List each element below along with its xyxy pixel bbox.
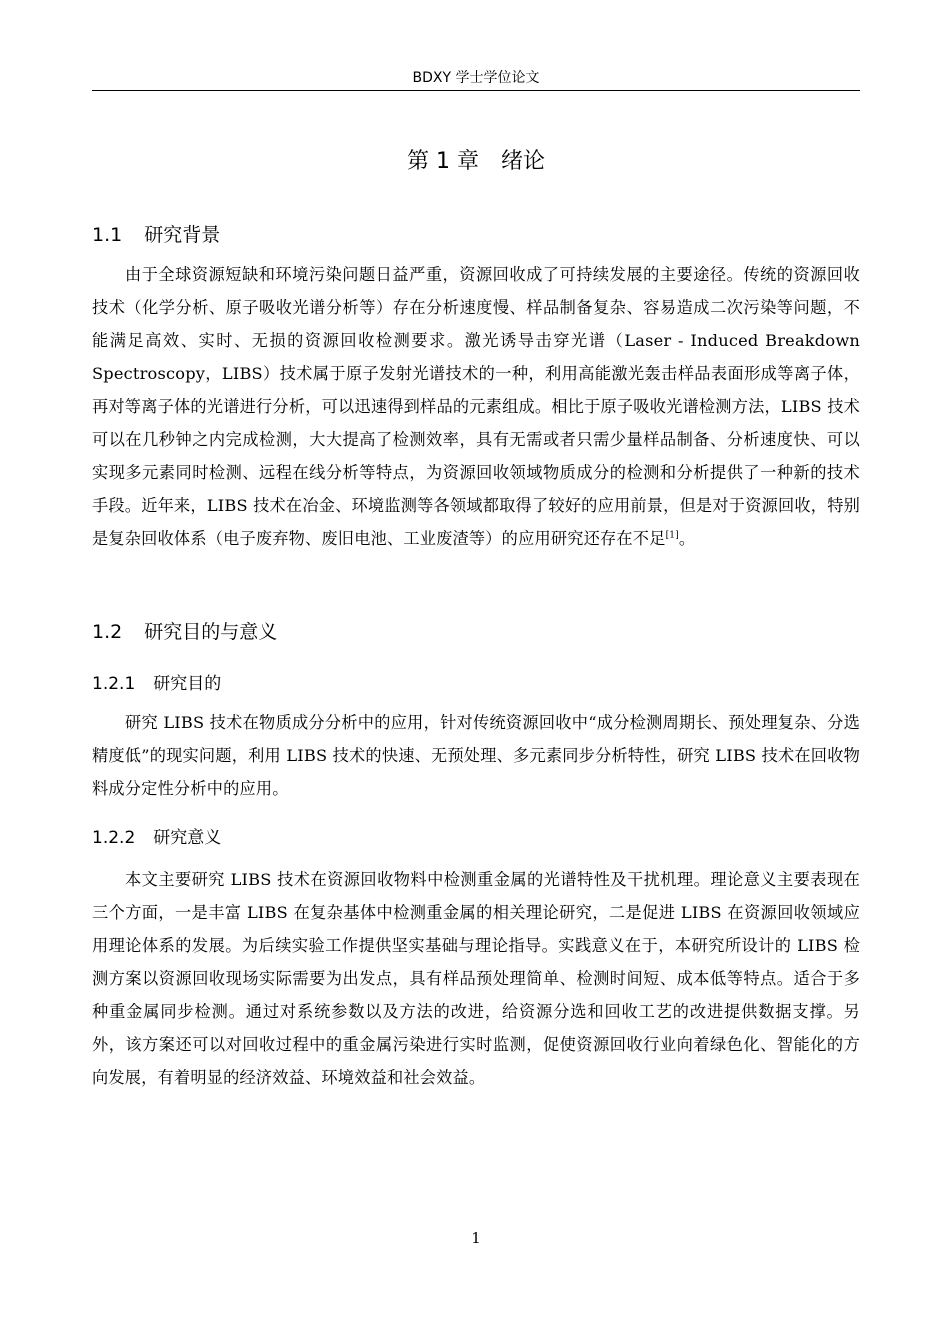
section-number: 1.2.2 xyxy=(92,828,136,848)
section-number: 1.2.1 xyxy=(92,674,136,694)
page-number: 1 xyxy=(471,1229,481,1247)
running-header: BDXY 学士学位论文 xyxy=(412,70,540,86)
paragraph-research-purpose xyxy=(92,706,860,805)
paragraph-text: 研究 LIBS 技术在物质成分分析中的应用，针对传统资源回收中“成分检测周期长、预处理复杂、分选精度低”的现实问题，利用 LIBS 技术的快速、无预处理、多元素同步分析特性，研究 LIBS 技术在回收物料成分定性分析中的应用。 xyxy=(92,713,860,798)
section-heading-1-1 xyxy=(92,222,220,248)
section-title: 研究意义 xyxy=(153,828,222,848)
section-number: 1.2 xyxy=(92,621,123,643)
chapter-name: 绪论 xyxy=(500,149,545,174)
header-rule xyxy=(92,90,860,91)
chapter-title xyxy=(92,147,860,177)
section-heading-1-2-2 xyxy=(92,826,221,850)
paragraph-end: 。 xyxy=(678,529,696,548)
section-title: 研究目的 xyxy=(153,674,222,694)
paragraph-research-significance xyxy=(92,863,860,1094)
paragraph-research-background xyxy=(92,258,860,555)
section-heading-1-2-1 xyxy=(92,672,221,696)
paragraph-text: 本文主要研究 LIBS 技术在资源回收物料中检测重金属的光谱特性及干扰机理。理论意义主要表现在三个方面，一是丰富 LIBS 在复杂基体中检测重金属的相关理论研究，二是促进 LIBS 在资源回收领域应用理论体系的发展。为后续实验工作提供坚实基础与理论指导。实践意义在于，本研究所设计的 LIBS 检测方案以资源回收现场实际需要为出发点，具有样品预处理简单、检测时间短、成本低等特点。适合于多种重金属同步检测。通过对系统参数以及方法的改进，给资源分选和回收工艺的改进提供数据支撑。另外，该方案还可以对回收过程中的重金属污染进行实时监测，促使资源回收行业向着绿色化、智能化的方向发展，有着明显的经济效益、环境效益和社会效益。 xyxy=(92,870,860,1087)
citation-marker: [1] xyxy=(665,530,679,541)
section-heading-1-2 xyxy=(92,619,277,645)
section-title: 研究背景 xyxy=(144,224,221,246)
section-number: 1.1 xyxy=(92,224,123,246)
chapter-number: 第 1 章 xyxy=(407,149,479,174)
paragraph-text: 由于全球资源短缺和环境污染问题日益严重，资源回收成了可持续发展的主要途径。传统的资源回收技术（化学分析、原子吸收光谱分析等）存在分析速度慢、样品制备复杂、容易造成二次污染等问题，不能满足高效、实时、无损的资源回收检测要求。激光诱导击穿光谱（Laser - Induced Breakdown Spectroscopy，LIBS）技术属于原子发射光谱技术的一种，利用高能激光轰击样品表面形成等离子体，再对等离子体的光谱进行分析，可以迅速得到样品的元素组成。相比于原子吸收光谱检测方法，LIBS 技术可以在几秒钟之内完成检测，大大提高了检测效率，具有无需或者只需少量样品制备、分析速度快、可以实现多元素同时检测、远程在线分析等特点，为资源回收领域物质成分的检测和分析提供了一种新的技术手段。近年来，LIBS 技术在冶金、环境监测等各领域都取得了较好的应用前景，但是对于资源回收，特别是复杂回收体系（电子废弃物、废旧电池、工业废渣等）的应用研究还存在不足 xyxy=(92,265,860,548)
section-title: 研究目的与意义 xyxy=(144,621,278,643)
